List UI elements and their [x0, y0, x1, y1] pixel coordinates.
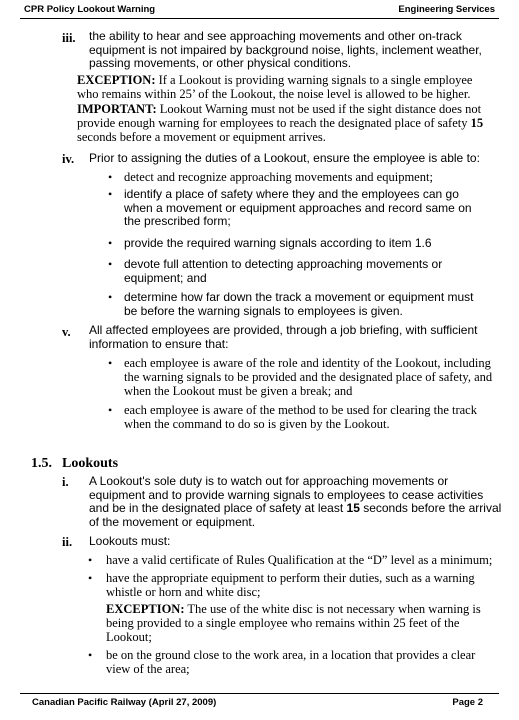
exception-label: EXCEPTION: — [106, 602, 185, 616]
important-bold: 15 — [470, 116, 484, 130]
bullet-item-iv-5: determine how far down the track a movement or equipment must be before the warning signals to employees is given. — [124, 290, 474, 318]
bullet-item-v-1: each employee is aware of the role and identity of the Lookout, including the warning signals to be provided and the designated place of safety, and when the Lookout must be given a break; and — [124, 356, 493, 398]
bullet-item-v-2: each employee is aware of the method to be used for clearing the track when the command to do so is given by the Lookout. — [124, 403, 477, 431]
bullet-glyph: • — [88, 553, 93, 567]
exception-label: EXCEPTION: — [77, 73, 156, 87]
section-bullet-ii-2: have the appropriate equipment to perform their duties, such as a warning whistle or horn and white disc; — [106, 571, 475, 599]
item-number-i: i. — [62, 475, 69, 489]
bullet-glyph: • — [108, 257, 113, 271]
section-bullet-ii-3: be on the ground close to the work area, in a location that provides a clear view of the area; — [106, 648, 476, 676]
exception-text: The use of the white disc is not necessary when warning is being provided to a single employee who remains within 25 feet of the Lookout; — [106, 602, 481, 644]
bullet-item-iv-4: devote full attention to detecting approaching movements or equipment; and — [124, 257, 443, 285]
section-bullet-ii-1: have a valid certificate of Rules Qualification at the “D” level as a minimum; — [106, 553, 493, 567]
section-item-text-ii: Lookouts must: — [89, 534, 171, 548]
page-footer — [20, 697, 499, 711]
exception-note-iii — [77, 73, 495, 101]
bullet-item-iv-1: detect and recognize approaching movements and equipment; — [124, 170, 433, 184]
bullet-glyph: • — [108, 170, 113, 184]
header-title: CPR Policy Lookout Warning — [24, 4, 156, 15]
bullet-item-iv-2: identify a place of safety where they and the employees can go when a movement or equipment approaches and record same on the prescribed form; — [124, 187, 472, 228]
item-number-iv: iv. — [62, 152, 75, 166]
item-text-iv: Prior to assigning the duties of a Lookout, ensure the employee is able to: — [89, 151, 480, 165]
bullet-glyph: • — [108, 187, 113, 201]
item-number-v: v. — [62, 325, 71, 339]
footer-rule — [20, 693, 499, 694]
exception-text: If a Lookout is providing warning signals to a single employee who remains within 25’ of the Lookout, the noise level is allowed to be higher. — [77, 73, 473, 101]
section-item-text-i-a: A Lookout's sole duty is to watch out for approaching movements or equipment and to provide warning signals to employees to cease activities and be in the designated place of safety at least — [89, 474, 484, 515]
important-note-iii — [77, 102, 495, 144]
section-item-text-i — [89, 475, 504, 529]
item-number-iii: iii. — [62, 31, 76, 45]
bullet-glyph: • — [88, 571, 93, 585]
section-number: 1.5. — [31, 456, 52, 471]
footer-company-date: Canadian Pacific Railway (April 27, 2009) — [32, 697, 217, 708]
header-rule — [20, 18, 499, 19]
item-number-ii: ii. — [62, 535, 73, 549]
header-department: Engineering Services — [398, 4, 495, 15]
page-header — [20, 4, 499, 18]
item-text-v: All affected employees are provided, through a job briefing, with sufficient information to ensure that: — [89, 323, 478, 351]
section-item-text-i-b: seconds before the arrival of the movement or equipment. — [89, 501, 502, 529]
item-text-iii: the ability to hear and see approaching movements and other on-track equipment is not impaired by background noise, lights, inclement weather, passing movements, or other physical conditions. — [89, 29, 482, 70]
bullet-glyph: • — [88, 648, 93, 662]
bullet-glyph: • — [108, 403, 113, 417]
important-text-b: seconds before a movement or equipment arrives. — [77, 130, 326, 144]
exception-note-ii — [106, 602, 484, 644]
bullet-glyph: • — [108, 356, 113, 370]
bullet-glyph: • — [108, 236, 113, 250]
footer-page-number: Page 2 — [452, 697, 483, 708]
bullet-item-iv-3: provide the required warning signals according to item 1.6 — [124, 236, 432, 250]
important-text-a: Lookout Warning must not be used if the sight distance does not provide enough warning for employees to reach the designated place of safety — [77, 102, 482, 130]
bullet-glyph: • — [108, 290, 113, 304]
section-item-bold-i: 15 — [346, 501, 360, 515]
important-label: IMPORTANT: — [77, 102, 157, 116]
section-title: Lookouts — [62, 456, 119, 471]
